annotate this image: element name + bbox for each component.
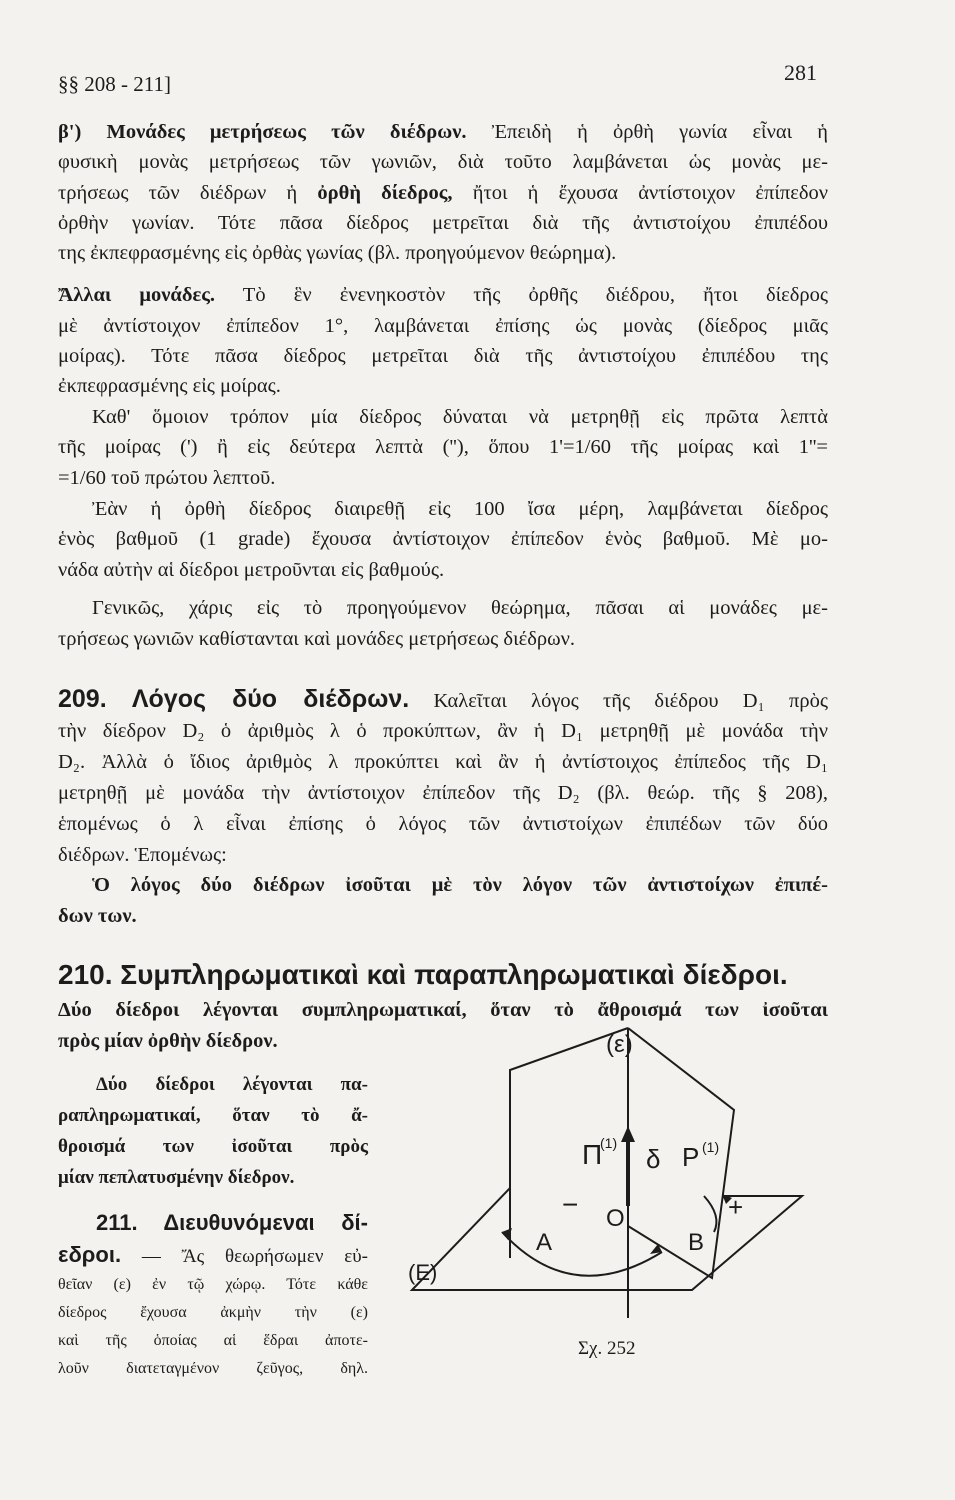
vector-delta-arrowhead — [621, 1126, 635, 1142]
other-units-line-4: ἐκπεφρασμένης εἰς μοίρας. — [58, 375, 281, 397]
sec211-line-1 — [96, 1208, 368, 1240]
sec210-col-line-2: ραπληρωματικαί, ὅταν τὸ ἄ- — [58, 1105, 368, 1126]
sec209-line-4: μετρηθῇ μὲ μονάδα τὴν ἀντίστοιχον ἐπίπεδον τῆς D₂ (βλ. θεώρ. τῆς § 208), — [58, 782, 828, 804]
other-units-line-1: Ἄλλαι μονάδες. Τὸ ἓν ἐνενηκοστὸν τῆς ὀρθῆς διέδρου, ἤτοι δίεδρος — [58, 284, 828, 306]
label-minus: − — [562, 1189, 579, 1220]
sec209-line-3: D₂. Ἀλλὰ ὁ ἴδιος ἀριθμὸς λ προκύπτει καὶ ἂν ἡ ἀντίστοιχος ἐπίπεδος τῆς D₁ — [58, 751, 828, 773]
label-plane-right-sup: (1) — [702, 1139, 720, 1155]
sec210-col-line-4: μίαν πεπλατυσμένην δίεδρον. — [58, 1167, 295, 1188]
sec209-line-2: τὴν δίεδρον D₂ ὁ ἀριθμὸς λ ὁ προκύπτων, ἂν ἡ D₁ μετρηθῇ μὲ μονάδα τὴν — [58, 720, 828, 742]
units-heading: β') Μονάδες μετρήσεως τῶν διέδρων. — [58, 121, 467, 143]
sec210-title-line — [58, 960, 828, 993]
label-axis: (ε) — [606, 1031, 633, 1058]
other-units-line-10: νάδα αὐτὴν αἱ δίεδροι μετροῦνται εἰς βαθμούς. — [58, 559, 445, 581]
other-units-line-5: Καθ' ὅμοιον τρόπον μία δίεδρος δύναται νὰ μετρηθῇ εἰς πρῶτα λεπτὰ — [92, 406, 828, 428]
label-plane-left-sup: (1) — [600, 1135, 618, 1151]
units-line-4: ὀρθὴν γωνίαν. Τότε πᾶσα δίεδρος μετρεῖται διὰ τῆς ἀντιστοίχου ἐπιπέδου — [58, 212, 828, 234]
other-units-line-9: ἑνὸς βαθμοῦ (1 grade) ἔχουσα ἀντίστοιχον ἐπίπεδον ἑνὸς βαθμοῦ. Μὲ μο- — [58, 528, 828, 550]
sec210-line-1: Δύο δίεδροι λέγονται συμπληρωματικαί, ὅταν τὸ ἄθροισμά των ἰσοῦται — [58, 999, 828, 1021]
other-units-line-6: τῆς μοίρας (') ἢ εἰς δεύτερα λεπτὰ (''), ὅπου 1'=1/60 τῆς μοίρας καὶ 1''= — [58, 436, 828, 458]
units-line-2: φυσικὴ μονὰς μετρήσεως τῶν γωνιῶν, διὰ τοῦτο λαμβάνεται ὡς μονὰς με- — [58, 151, 828, 173]
positive-arc — [704, 1196, 716, 1232]
section-range-header: §§ 208 - 211] — [58, 72, 171, 96]
sec209-line-1: 209. Λόγος δύο διέδρων. Καλεῖται λόγος τῆς διέδρου D₁ πρὸς — [58, 685, 829, 713]
sec210-col-line-1: Δύο δίεδροι λέγονται πα- — [96, 1074, 368, 1095]
other-units-line-8: Ἐὰν ἡ ὀρθὴ δίεδρος διαιρεθῇ εἰς 100 ἴσα μέρη, λαμβάνεται δίεδρος — [92, 498, 828, 520]
other-units-line-11: Γενικῶς, χάρις εἰς τὸ προηγούμενον θεώρημα, πᾶσαι αἱ μονάδες με- — [92, 597, 828, 619]
sec209-line-5: ἑπομένως ὁ λ εἶναι ἐπίσης ὁ λόγος τῶν ἀντιστοίχων ἐπιπέδων τῶν δύο — [58, 813, 828, 835]
label-vector: δ — [646, 1144, 661, 1174]
label-plane-left: Π — [582, 1139, 603, 1170]
page-number: 281 — [784, 60, 817, 85]
sec211-line-6: λοῦν διατεταγμένον ζεῦγος, δηλ. — [58, 1360, 368, 1377]
label-plane-E: (E) — [408, 1260, 438, 1285]
label-plus: + — [728, 1192, 744, 1222]
label-plane-right: P — [682, 1142, 700, 1172]
label-B: B — [688, 1229, 705, 1256]
other-units-line-2: μὲ ἀντίστοιχον ἐπίπεδον 1°, λαμβάνεται ἐπίσης ὡς μονὰς (δίεδρος μιᾶς — [58, 315, 828, 337]
sec211-line-4: δίεδρος ἔχουσα ἀκμὴν τὴν (ε) — [58, 1304, 368, 1321]
sec210-title: 210. Συμπληρωματικαὶ καὶ παραπληρωματικαὶ δίεδροι. — [58, 959, 788, 990]
sec209-line-6: διέδρων. Ἑπομένως: — [58, 844, 227, 866]
sec210-line-2: πρὸς μίαν ὀρθὴν δίεδρον. — [58, 1030, 278, 1052]
figure-caption: Σχ. 252 — [578, 1338, 636, 1359]
sec209-theorem-line-2: δων των. — [58, 905, 137, 927]
units-line-5: της ἐκπεφρασμένης εἰς ὀρθὰς γωνίας (βλ. προηγούμενον θεώρημα). — [58, 242, 617, 264]
sec210-col-line-3: θροισμά των ἰσοῦται πρὸς — [58, 1136, 368, 1157]
sec211-line-5: καὶ τῆς ὁποίας αἱ ἕδραι ἀποτε- — [58, 1332, 368, 1349]
label-A: A — [536, 1229, 553, 1256]
other-units-line-7: =1/60 τοῦ πρώτου λεπτοῦ. — [58, 467, 276, 489]
figure-dihedral-diagram — [392, 1018, 822, 1328]
other-units-line-3: μοίρας). Τότε πᾶσα δίεδρος μετρεῖται διὰ τῆς ἀντιστοίχου ἐπιπέδου της — [58, 345, 828, 367]
sec211-title: 211. Διευθυνόμεναι δί- — [96, 1210, 368, 1235]
sec209-theorem-line-1: Ὁ λόγος δύο διέδρων ἰσοῦται μὲ τὸν λόγον τῶν ἀντιστοίχων ἐπιπέ- — [92, 874, 828, 896]
other-units-heading: Ἄλλαι μονάδες. — [58, 284, 216, 306]
sec209-title: 209. Λόγος δύο διέδρων. — [58, 685, 410, 713]
sec211-line-2: εδροι. — Ἄς θεωρήσωμεν εὐ- — [58, 1242, 368, 1267]
orientation-arc — [502, 1232, 662, 1276]
units-line-3: τρήσεως τῶν διέδρων ἡ ὀρθὴ δίεδρος, ἤτοι ἡ ἔχουσα ἀντίστοιχον ἐπίπεδον — [58, 182, 829, 204]
label-origin: O — [606, 1205, 625, 1232]
other-units-line-12: τρήσεως γωνιῶν καθίστανται καὶ μονάδες μετρήσεως διέδρων. — [58, 628, 575, 650]
sec211-line-3: θεῖαν (ε) ἐν τῷ χώρῳ. Τότε κάθε — [58, 1276, 368, 1293]
units-line-1: β') Μονάδες μετρήσεως τῶν διέδρων. Ἐπειδὴ ἡ ὀρθὴ γωνία εἶναι ἡ — [58, 121, 828, 143]
